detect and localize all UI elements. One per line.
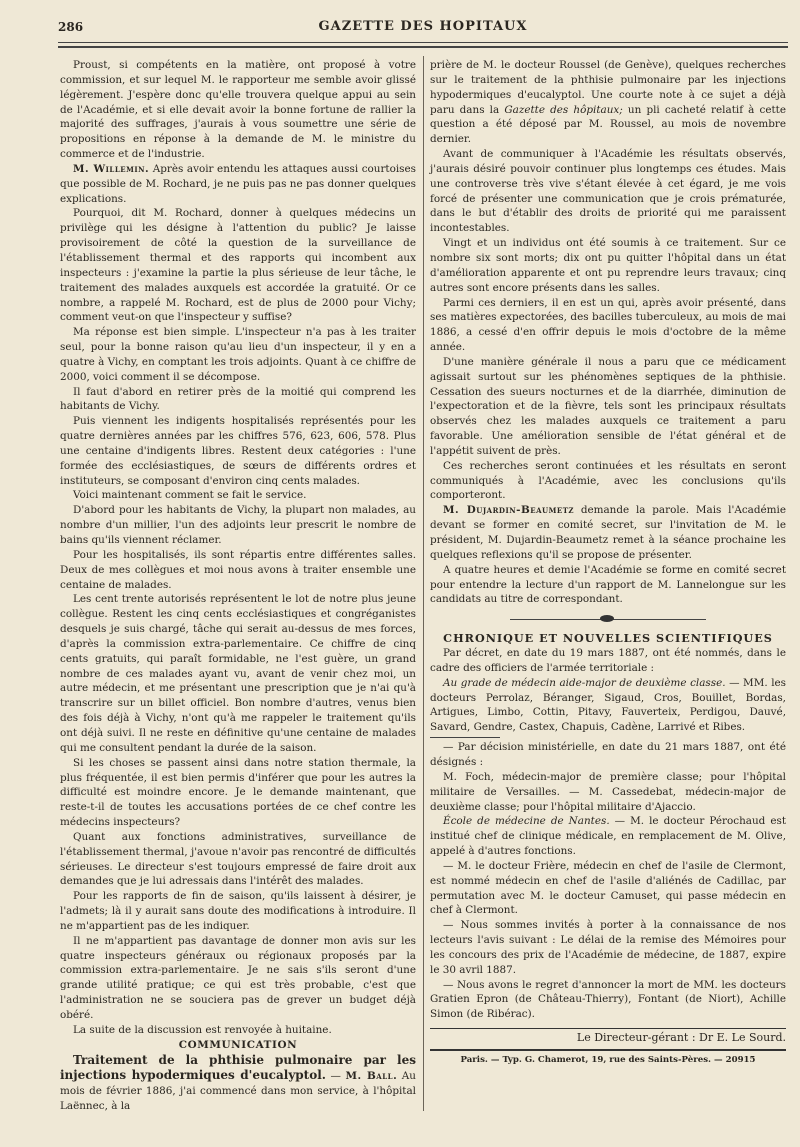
paragraph: Si les choses se passent ainsi dans notre station thermale, la plus fréquentée, il est bien permis d'inférer que pour les autres la difficulté est moindre encore. Je le demande maintenant, que reste-t-il de toutes les accusations portées de ce chef contre les médecins inspecteurs? [60,756,416,829]
paragraph-text: Après avoir entendu les attaques aussi courtoises que possible de M. Rochard, je ne puis pas ne pas donner quelques explications. [60,162,416,205]
paragraph: Puis viennent les indigents hospitalisés représentés pour les quatre dernières années par les chiffres 576, 623, 606, 578. Plus une centaine d'indigents libres. Restent deux catégories : l'une formée des ecclésiastiques, de sœurs de différents ordres et instituteurs, se composant d'environ cinq cents malades. [60,415,416,487]
section-separator [430,615,786,623]
news-item: — Nous sommes invités à porter à la connaissance de nos lecteurs l'avis suivant : Le délai de la remise des Mémoires pour les concours des prix de l'Académie de médecine, de 1887, expire le 30 avril 1887. [430,919,786,976]
page-header [58,18,788,40]
news-item: — M. le docteur Frière, médecin en chef de l'asile de Clermont, est nommé médecin en chef de l'asile d'aliénés de Cadillac, par permutation avec M. le docteur Camuset, qui passe médecin en chef à Clermont. [430,859,786,917]
page-number: 286 [58,20,84,34]
section-heading-communication: COMMUNICATION [178,1038,298,1051]
news-text: — MM. les docteurs Perrolaz, Béranger, Sigaud, Cros, Bouillet, Bordas, Artigues, Limbo, Cottin, Pitavy, Fauverteix, Perdigou, Dauvé, Savard, Gendre, Castex, Chapuis, Cadène, Larrivé et Ribes. [430,676,786,734]
news-item [430,676,786,735]
paragraph: Vingt et un individus ont été soumis à ce traitement. Sur ce nombre six sont morts; dix ont pu quitter l'hôpital dans un état d'amélioration apparente et ont pu reprendre leurs travaux; cinq autres sont encore présents dans les salles. [430,237,786,294]
column-divider [423,56,424,1111]
news-subheading: Au grade de médecin aide-major de deuxième classe. [443,676,726,689]
news-item: Par décret, en date du 19 mars 1887, ont été nommés, dans le cadre des officiers de l'armée territoriale : [430,647,786,674]
paragraph: Voici maintenant comment se fait le service. [73,489,307,502]
header-rule-thick [58,46,788,48]
paragraph-text: prière de M. le docteur Roussel (de Genève), quelques recherches sur le traitement de la phthisie pulmonaire par les injections hypodermiques d'eucalyptol. Une courte note à ce sujet a déjà paru dans la [430,59,786,116]
separator-ornament [600,615,614,622]
paragraph: Proust, si compétents en la matière, ont proposé à votre commission, et sur lequel M. le rapporteur me semble avoir glissé légèrement. J'espère donc qu'elle trouvera quelque appui au sein de l'Académie, et si elle devait avoir la bonne fortune de rallier la majorité des suffrages, j'aurais à vous soumettre une série de propositions en réponse à la demande de M. le ministre du commerce et de l'industrie. [60,59,416,161]
paragraph: Il ne m'appartient pas davantage de donner mon avis sur les quatre inspecteurs généraux ou régionaux proposés par la commission extra-parlementaire. Je ne sais s'ils seront d'une grande utilité pratique; ce qui est très probable, c'est que l'administration ne se souciera pas de grever un budget déjà obéré. [60,934,416,1021]
paragraph: Ma réponse est bien simple. L'inspecteur n'a pas à les traiter seul, pour la bonne raison qu'au lieu d'un inspecteur, il y en a quatre à Vichy, en comptant les trois adjoints. Quant à ce chiffre de 2000, voici comment il se décompose. [60,326,416,383]
paragraph [60,162,416,207]
paragraph-text: un pli cacheté relatif à cette question a été déposé par M. Roussel, au mois de novembre dernier. [430,103,786,146]
signature-rule [430,1028,786,1029]
printer-imprint: Paris. — Typ. G. Chamerot, 19, rue des Saints-Pères. — 20915 [460,1055,756,1065]
imprint-rule [430,1049,786,1051]
paragraph: Parmi ces derniers, il en est un qui, après avoir présenté, dans ses matières expectorées, des bacilles tuberculeux, au mois de mai 1886, a cessé d'en offrir depuis le mois d'octobre de la même année. [430,296,786,354]
paragraph: Il faut d'abord en retirer près de la moitié qui comprend les habitants de Vichy. [60,385,416,413]
left-column [60,58,416,1114]
article-author: M. Ball. [345,1070,398,1083]
paragraph [430,503,786,562]
paragraph: D'abord pour les habitants de Vichy, la plupart non malades, au nombre d'un millier, l'un des adjoints leur prescrit le nombre de bains qu'ils viennent réclamer. [60,504,416,546]
right-column [430,58,786,1068]
paragraph: Les cent trente autorisés représentent le lot de notre plus jeune collègue. Restent les cinq cents ecclésiastiques et congréganistes desquels je suis chargé, tâche qui serait au-dessus de mes forces, d'après la commission extra-parlementaire. Ce chiffre de cinq cents gratuits, qui paraît formidable, ne l'est guère, un grand nombre de ces malades ayant vu, avant de venir chez moi, un autre médecin, et me présentant une prescription que je n'ai qu'à transcrire sur un billet officiel. Bon nombre d'autres, venus bien des fois déjà à Vichy, n'ont qu'à me rappeler le traitement qu'ils ont déjà suivi. Il ne reste en définitive qu'une centaine de malades qui me consultent pendant la durée de la saison. [60,593,416,754]
paragraph: Avant de communiquer à l'Académie les résultats observés, j'aurais désiré pouvoir continuer plus longtemps ces études. Mais une controverse très vive s'étant élevée à cet égard, je me vois forcé de présenter une communication que je crois prématurée, dans le but d'établir des droits de priorité qui me paraissent incontestables. [430,148,786,235]
news-text: — M. le docteur Pérochaud est institué chef de clinique médicale, en remplacement de M. Olive, appelé à d'autres fonctions. [430,815,786,858]
speaker-name: M. Willemin. [73,162,150,175]
short-rule [430,737,500,738]
paragraph: La suite de la discussion est renvoyée à huitaine. [73,1023,332,1036]
chronique-heading: CHRONIQUE ET NOUVELLES SCIENTIFIQUES [443,631,773,646]
paragraph: A quatre heures et demie l'Académie se forme en comité secret pour entendre la lecture d'un rapport de M. Lannelongue sur les candidats au titre de correspondant. [430,563,786,606]
news-item: — Nous avons le regret d'annoncer la mort de MM. les docteurs Gratien Epron (de Château-Thierry), Fontant (de Niort), Achille Simon (de Ribérac). [430,978,786,1021]
paragraph [430,58,786,147]
news-subheading: École de médecine de Nantes. [443,815,610,828]
paragraph: Pourquoi, dit M. Rochard, donner à quelques médecins un privilège qui les désigne à l'attention du public? Je laisse provisoirement de côté la question de la surveillance de l'établissement thermal et des rapports qui incombent aux inspecteurs : j'examine la partie la plus sérieuse de leur tâche, le traitement des malades auxquels est accordée la gratuité. Or ce nombre, a rappelé M. Rochard, est de plus de 2000 pour Vichy; comment veut-on que l'inspecteur y suffise? [60,207,416,324]
article-lead: Au mois de février 1886, j'ai commencé dans mon service, à l'hôpital Laënnec, à la [60,1070,416,1113]
journal-reference: Gazette des hôpitaux; [504,103,623,116]
director-signature: Le Directeur-gérant : Dr E. Le Sourd. [576,1031,786,1045]
paragraph: Quant aux fonctions administratives, surveillance de l'établissement thermal, j'avoue n'avoir pas rencontré de difficultés sérieuses. Le directeur s'est toujours empressé de faire droit aux demandes que je lui adressais dans l'intérêt des malades. [60,830,416,888]
article-title: Traitement de la phthisie pulmonaire par les injections hypodermiques d'eucalyptol. [60,1052,416,1083]
paragraph: Pour les hospitalisés, ils sont répartis entre différentes salles. Deux de mes collègues et moi nous avons à traiter ensemble une centaine de malades. [60,548,416,591]
news-item [430,814,786,859]
paragraph-text: demande la parole. Mais l'Académie devant se former en comité secret, sur l'invitation de M. le président, M. Dujardin-Beaumetz remet à la séance prochaine les quelques reflexions qu'il se propose de présenter. [430,504,786,561]
paragraph: Pour les rapports de fin de saison, qu'ils laissent à désirer, je l'admets; là il y aurait sans doute des modifications à introduire. Il ne m'appartient pas de les indiquer. [60,890,416,932]
paragraph: D'une manière générale il nous a paru que ce médicament agissait surtout sur les phénomènes septiques de la phthisie. Cessation des sueurs nocturnes et de la diarrhée, diminution de l'expectoration et de la fièvre, tels sont les principaux résultats observés chez les malades auxquels ce traitement a paru favorable. Une amélioration sensible de l'état général et de l'appétit suivent de près. [430,355,786,457]
news-item: M. Foch, médecin-major de première classe; pour l'hôpital militaire de Versailles. — M. Cassedebat, médecin-major de deuxième classe; pour l'hôpital militaire d'Ajaccio. [430,770,786,813]
news-item: — Par décision ministérielle, en date du 21 mars 1887, ont été désignés : [430,741,786,768]
speaker-name: M. Dujardin-Beaumetz [443,504,575,517]
header-rule [58,42,788,43]
article-paragraph: Traitement de la phthisie pulmonaire par les injections hypodermiques d'eucalyptol. — M. Ball. Au mois de février 1886, j'ai commencé dans mon service, à l'hôpital Laënnec, à la [60,1052,416,1113]
journal-title: GAZETTE DES HOPITAUX [318,19,528,34]
paragraph: Ces recherches seront continuées et les résultats en seront communiqués à l'Académie, avec les conclusions qu'ils comporteront. [430,459,786,502]
